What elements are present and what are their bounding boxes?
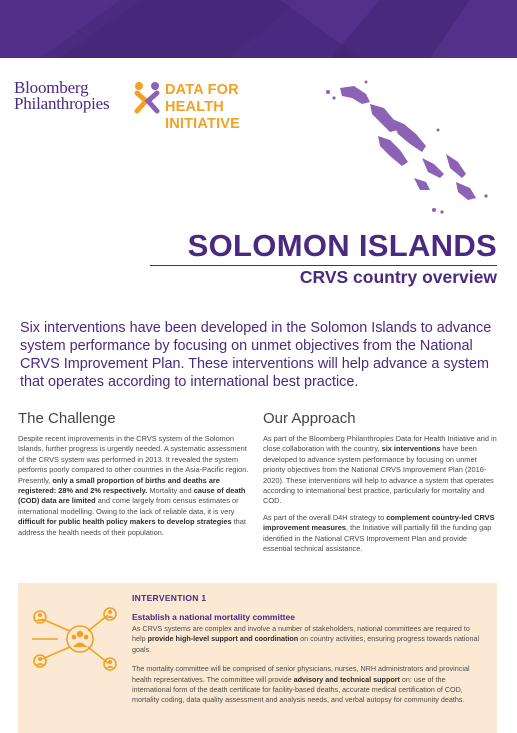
bloomberg-logo-line1: Bloomberg xyxy=(14,78,89,97)
intervention-p1-bold: provide high-level support and coordination xyxy=(147,634,299,644)
approach-p1-bold: six interventions xyxy=(381,444,441,454)
intro-paragraph: Six interventions have been developed in the Solomon Islands to advance system performance by focusing on unmet objectives from the National CRVS Improvement Plan. These interventions will help advance a system that operates according to international best practice. xyxy=(20,320,492,390)
approach-paragraph-2 xyxy=(263,513,497,555)
d4h-x-logo-icon xyxy=(133,80,161,116)
intervention-p1-end: on country activities, ensuring progress towards national goals. xyxy=(132,634,480,654)
title-divider xyxy=(150,265,497,266)
data-for-health-logo xyxy=(133,78,283,132)
header-pattern xyxy=(0,0,517,58)
challenge-p1-bold1: only a small proportion of births and deaths are registered: 28% and 2% respectively. xyxy=(18,475,220,496)
approach-p2-bold: complement country-led CRVS improvement measures xyxy=(263,512,495,533)
page-subtitle: CRVS country overview xyxy=(299,267,497,287)
page-title: SOLOMON ISLANDS xyxy=(187,228,497,263)
challenge-p1-bold3: difficult for public health policy makers to develop strategies xyxy=(18,517,232,527)
solomon-islands-map-icon xyxy=(318,78,498,218)
approach-paragraph-1 xyxy=(263,434,497,507)
challenge-p1-mid1: Mortality and xyxy=(147,486,194,496)
header-band xyxy=(0,0,517,58)
intervention-p2-end: on: use of the international form of the death certificate for facility-based deaths, accurate medical certification of COD, mortality coding, data quality assessment and analysis needs, and verbal autopsy for community deaths. xyxy=(132,674,465,705)
intervention-p2-bold: advisory and technical support xyxy=(293,674,400,684)
intervention-p1-start: As CRVS systems are complex and involve a number of stakeholders, national committees are required to help xyxy=(132,624,470,644)
intervention-label: INTERVENTION 1 xyxy=(132,593,207,603)
challenge-p1-mid2: and come largely from census estimates or international modelling. Owing to the lack of reliable data, it is very xyxy=(18,496,239,516)
d4h-wordmark xyxy=(165,82,283,133)
d4h-line1: DATA FOR xyxy=(165,82,239,98)
challenge-p1: Despite recent improvements in the CRVS system of the Solomon Islands, further progress is urgently needed. A systematic assessment of the CRVS system was performed in 2013. It revealed the system performs poorly compared to other countries in the Asia-Pacific region. Presently, xyxy=(18,434,249,485)
challenge-text xyxy=(18,434,254,544)
approach-p1-end: have been developed to advance system performance by focusing on unmet priority objectives from the National CRVS Improvement Plan (2016-2020). These interventions will help to advance a system that operates according to international best practice, particularly for mortality and COD. xyxy=(263,444,494,506)
intervention-text xyxy=(132,624,482,715)
approach-text xyxy=(263,434,497,560)
d4h-line2: HEALTH INITIATIVE xyxy=(165,99,241,132)
intervention-p2-start: The mortality committee will be comprised of senior physicians, nurses, NRH administrators and provincial health representatives. The committee will provide xyxy=(132,664,470,684)
intervention-paragraph-2 xyxy=(132,664,482,706)
approach-heading: Our Approach xyxy=(263,410,356,427)
bloomberg-logo-line2: Philanthropies xyxy=(14,94,110,113)
challenge-heading: The Challenge xyxy=(18,410,116,427)
intervention-paragraph-1 xyxy=(132,624,482,655)
approach-p2-start: As part of the overall D4H strategy to xyxy=(263,512,387,522)
approach-p1-start: As part of the Bloomberg Philanthropies Data for Health Initiative and in close collaboration with the country, xyxy=(263,434,497,454)
approach-p2-end: , the Initiative will partially fill the funding gap identified in the National CRVS Improvement Plan and provide essential technical assistance. xyxy=(263,523,492,554)
intervention-title: Establish a national mortality committee xyxy=(132,612,295,622)
challenge-paragraph xyxy=(18,434,254,538)
challenge-p1-end: that address the health needs of their population. xyxy=(18,517,246,537)
bloomberg-philanthropies-logo xyxy=(14,80,109,112)
people-network-icon xyxy=(28,607,118,671)
challenge-p1-bold2: cause of death (COD) data are limited xyxy=(18,486,246,506)
